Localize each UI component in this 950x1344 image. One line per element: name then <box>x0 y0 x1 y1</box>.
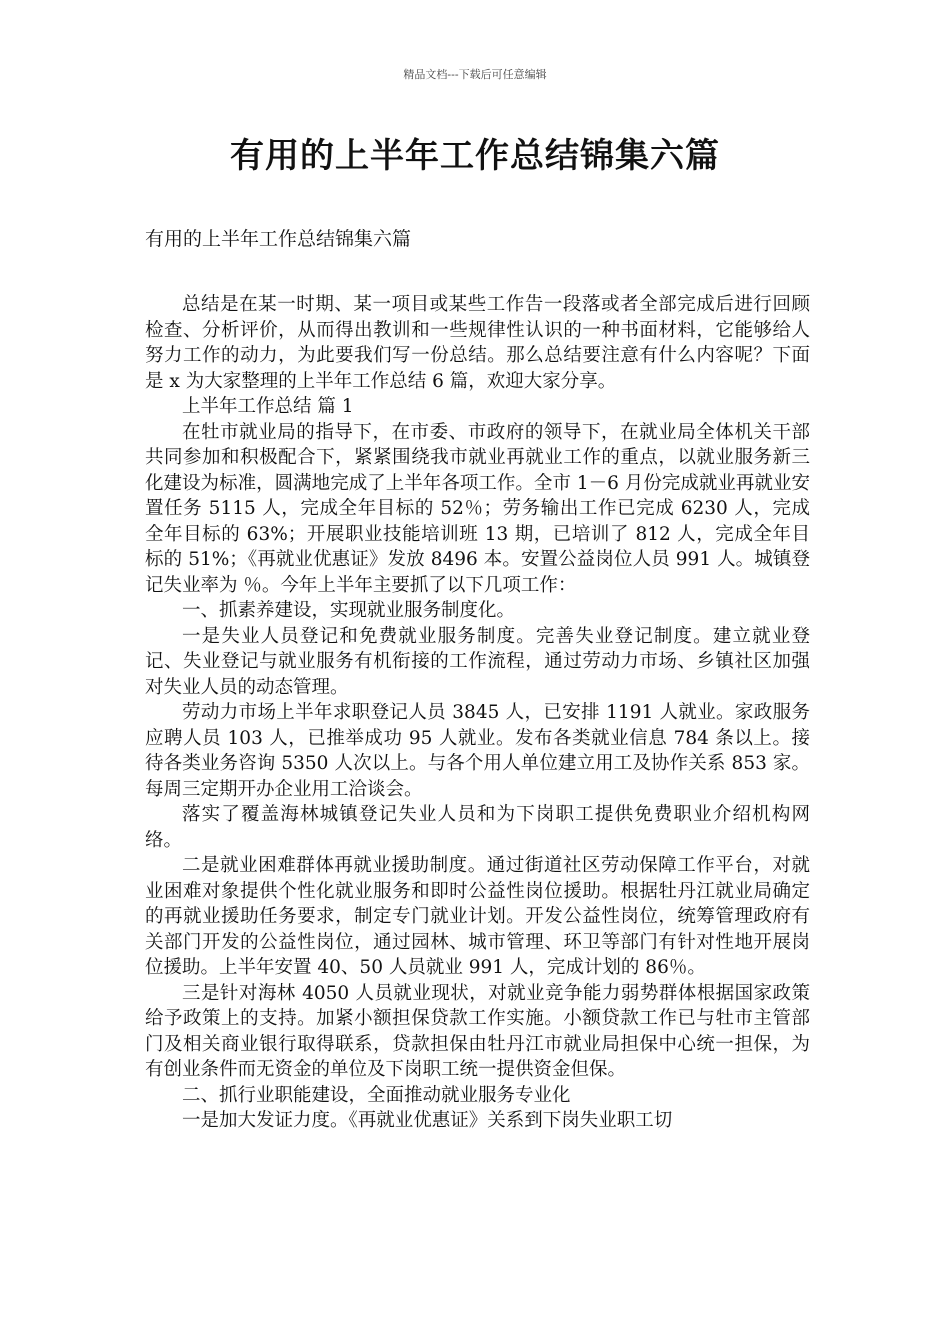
paragraph: 落实了覆盖海林城镇登记失业人员和为下岗职工提供免费职业介绍机构网络。 <box>145 804 810 851</box>
paragraph: 在牡市就业局的指导下，在市委、市政府的领导下，在就业局全体机关干部共同参加和积极配合下，紧紧围绕我市就业再就业工作的重点，以就业服务新三化建设为标准，圆满地完成了上半年各项工作。全市 1－6 月份完成就业再就业安置任务 5115 人，完成全年目标的 52％；劳务输出工作已完成 6230 人，完成全年目标的 63%；开展职业技能培训班 13 期，已培训了 812 人，完成全年目标的 51%；《再就业优惠证》发放 8496 本。安置公益岗位人员 991 人。城镇登记失业率为 ％。今年上半年主要抓了以下几项工作： <box>145 421 810 596</box>
page-header: 精品文档---下载后可任意编辑 <box>403 68 547 81</box>
paragraph: 一是失业人员登记和免费就业服务制度。完善失业登记制度。建立就业登记、失业登记与就业服务有机衔接的工作流程，通过劳动力市场、乡镇社区加强对失业人员的动态管理。 <box>145 625 810 698</box>
paragraph: 二是就业困难群体再就业援助制度。通过街道社区劳动保障工作平台，对就业困难对象提供个性化就业服务和即时公益性岗位援助。根据牡丹江就业局确定的再就业援助任务要求，制定专门就业计划。开发公益性岗位，统筹管理政府有关部门开发的公益性岗位，通过园林、城市管理、环卫等部门有针对性地开展岗位援助。上半年安置 40、50 人员就业 991 人，完成计划的 86％。 <box>145 855 810 978</box>
document-title: 有用的上半年工作总结锦集六篇 <box>230 136 720 176</box>
section-heading: 上半年工作总结 篇 1 <box>182 396 354 417</box>
document-subtitle: 有用的上半年工作总结锦集六篇 <box>145 228 412 250</box>
paragraph: 总结是在某一时期、某一项目或某些工作告一段落或者全部完成后进行回顾检查、分析评价，从而得出教训和一些规律性认识的一种书面材料，它能够给人努力工作的动力，为此要我们写一份总结。那么总结要注意有什么内容呢？下面是 x 为大家整理的上半年工作总结 6 篇，欢迎大家分享。 <box>145 294 810 392</box>
paragraph: 三是针对海林 4050 人员就业现状，对就业竞争能力弱势群体根据国家政策给予政策上的支持。加紧小额担保贷款工作实施。小额贷款工作已与牡市主管部门及相关商业银行取得联系，贷款担保由牡丹江市就业局担保中心统一担保，为有创业条件而无资金的单位及下岗职工统一提供资金但保。 <box>145 982 810 1080</box>
paragraph: 劳动力市场上半年求职登记人员 3845 人，已安排 1191 人就业。家政服务应聘人员 103 人，已推举成功 95 人就业。发布各类就业信息 784 条以上。接待各类业务咨询 5350 人次以上。与各个用人单位建立用工及协作关系 853 家。每周三定期开办企业用工洽谈会。 <box>145 702 810 800</box>
document-body <box>145 292 810 1134</box>
section-heading: 二、抓行业职能建设，全面推动就业服务专业化 <box>182 1084 571 1106</box>
paragraph: 一是加大发证力度。《再就业优惠证》关系到下岗失业职工切 <box>182 1110 673 1131</box>
section-heading: 一、抓素养建设，实现就业服务制度化。 <box>182 600 516 621</box>
